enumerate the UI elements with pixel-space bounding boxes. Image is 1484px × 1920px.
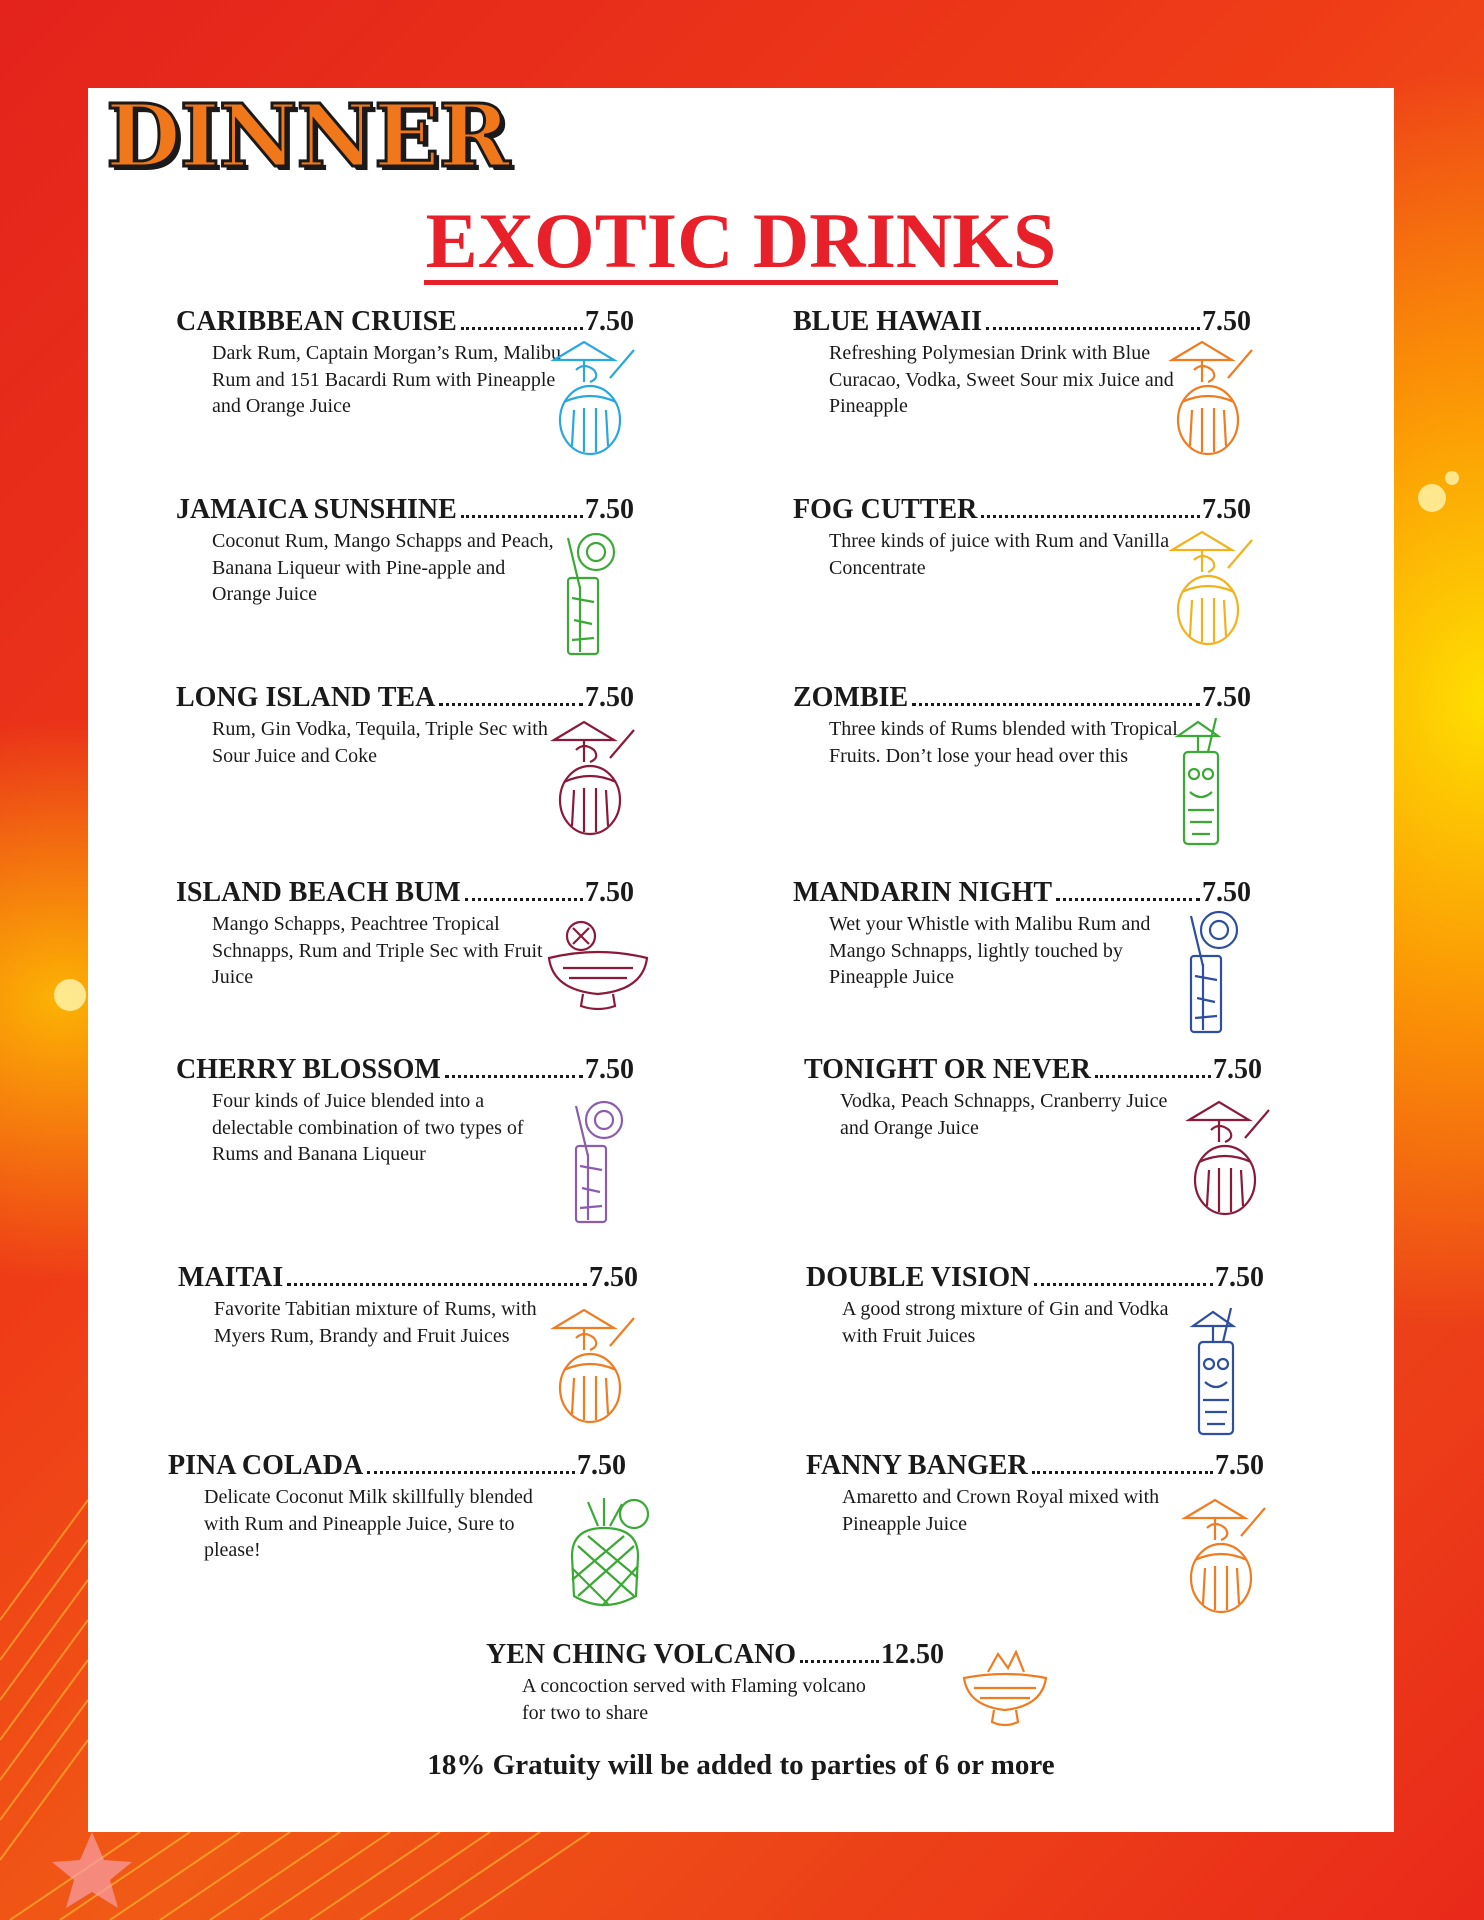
menu-item-price: 7.50 <box>1202 877 1251 908</box>
leader-dots <box>1032 1471 1213 1474</box>
tall-glass-icon <box>550 528 620 663</box>
menu-item-header <box>176 306 634 338</box>
menu-item-header <box>804 1054 1262 1086</box>
coconut-drink-icon <box>550 1306 640 1431</box>
menu-item-header <box>793 877 1251 909</box>
section-title: EXOTIC DRINKS <box>425 197 1057 284</box>
leader-dots <box>287 1283 587 1286</box>
coconut-drink-icon <box>1181 1496 1271 1621</box>
menu-item-header <box>486 1639 944 1671</box>
menu-item-price: 7.50 <box>585 306 634 337</box>
volcano-bowl-icon <box>958 1648 1053 1738</box>
leader-dots <box>1056 898 1200 901</box>
menu-item-price: 7.50 <box>585 682 634 713</box>
tiki-glass-icon <box>1168 718 1238 853</box>
menu-item-description: A concoction served with Flaming volcano for two to share <box>522 1675 866 1724</box>
menu-item-price: 7.50 <box>1213 1054 1262 1085</box>
star-decoration <box>52 1832 132 1908</box>
leader-dots <box>986 327 1200 330</box>
menu-item-description: Mango Schapps, Peachtree Tropical Schnapps, Rum and Triple Sec with Fruit Juice <box>212 913 543 988</box>
menu-item-header <box>806 1262 1264 1294</box>
coconut-drink-icon <box>1168 528 1258 653</box>
pineapple-drink-icon <box>558 1496 658 1621</box>
leader-dots <box>461 327 583 330</box>
menu-item-price: 7.50 <box>1202 494 1251 525</box>
menu-item-price: 7.50 <box>1202 682 1251 713</box>
leader-dots <box>1095 1075 1211 1078</box>
menu-item-description: Delicate Coconut Milk skillfully blended with Rum and Pineapple Juice, Sure to please! <box>204 1486 533 1561</box>
menu-item-header <box>176 877 634 909</box>
menu-item-header <box>176 682 634 714</box>
menu-item-price: 7.50 <box>585 877 634 908</box>
menu-item-name: YEN CHING VOLCANO <box>486 1639 797 1670</box>
menu-item-description: Four kinds of Juice blended into a delectable combination of two types of Rums and Banana Liqueur <box>212 1090 524 1165</box>
menu-item-header <box>176 494 634 526</box>
coconut-drink-icon <box>550 338 640 463</box>
menu-item-name: BLUE HAWAII <box>793 306 983 337</box>
menu-item-price: 7.50 <box>577 1450 626 1481</box>
menu-item-name: JAMAICA SUNSHINE <box>176 494 457 525</box>
menu-item-description: Wet your Whistle with Malibu Rum and Mango Schnapps, lightly touched by Pineapple Juice <box>829 913 1151 988</box>
menu-item-header <box>168 1450 626 1482</box>
menu-item-description: Amaretto and Crown Royal mixed with Pineapple Juice <box>842 1486 1160 1535</box>
menu-item-description: Rum, Gin Vodka, Tequila, Triple Sec with Sour Juice and Coke <box>212 718 548 767</box>
tiki-glass-icon <box>1183 1308 1253 1443</box>
menu-item-name: FANNY BANGER <box>806 1450 1028 1481</box>
menu-item-name: FOG CUTTER <box>793 494 978 525</box>
menu-item-name: CHERRY BLOSSOM <box>176 1054 441 1085</box>
coconut-drink-icon <box>1168 338 1258 463</box>
menu-item-description: Vodka, Peach Schnapps, Cranberry Juice and Orange Juice <box>840 1090 1168 1139</box>
menu-item-name: MAITAI <box>178 1262 284 1293</box>
tall-glass-icon <box>1173 906 1243 1041</box>
menu-item-description: Dark Rum, Captain Morgan’s Rum, Malibu Rum and 151 Bacardi Rum with Pineapple and Orange Juice <box>212 342 562 417</box>
bowl-drink-icon <box>543 918 653 1023</box>
menu-item-description: Favorite Tabitian mixture of Rums, with Myers Rum, Brandy and Fruit Juices <box>214 1298 537 1347</box>
gratuity-note: 18% Gratuity will be added to parties of 6 or more <box>427 1749 1055 1781</box>
leader-dots <box>800 1660 879 1663</box>
leader-dots <box>912 703 1200 706</box>
menu-card <box>88 88 1394 1832</box>
tall-glass-icon <box>558 1096 628 1231</box>
menu-item-price: 7.50 <box>585 494 634 525</box>
menu-item-price: 7.50 <box>1202 306 1251 337</box>
leader-dots <box>445 1075 583 1078</box>
menu-item-description: Coconut Rum, Mango Schapps and Peach, Banana Liqueur with Pine-apple and Orange Juice <box>212 530 554 605</box>
menu-item-name: CARIBBEAN CRUISE <box>176 306 457 337</box>
menu-item-description: Refreshing Polymesian Drink with Blue Curacao, Vodka, Sweet Sour mix Juice and Pineapple <box>829 342 1174 417</box>
menu-item-header <box>176 1054 634 1086</box>
coconut-drink-icon <box>1185 1098 1275 1223</box>
menu-item-header <box>793 494 1251 526</box>
menu-item-name: DOUBLE VISION <box>806 1262 1031 1293</box>
menu-item-name: LONG ISLAND TEA <box>176 682 436 713</box>
menu-item-price: 7.50 <box>1215 1450 1264 1481</box>
menu-item-name: MANDARIN NIGHT <box>793 877 1052 908</box>
menu-item-description: A good strong mixture of Gin and Vodka with Fruit Juices <box>842 1298 1169 1347</box>
dinner-heading: DINNER <box>106 86 510 187</box>
menu-item-name: ZOMBIE <box>793 682 909 713</box>
menu-item-name: PINA COLADA <box>168 1450 364 1481</box>
menu-item-header <box>793 306 1251 338</box>
leader-dots <box>367 1471 575 1474</box>
leader-dots <box>981 515 1200 518</box>
menu-item-price: 7.50 <box>1215 1262 1264 1293</box>
menu-item-header <box>793 682 1251 714</box>
leader-dots <box>461 515 583 518</box>
menu-item-price: 7.50 <box>585 1054 634 1085</box>
leader-dots <box>465 898 583 901</box>
menu-item-price: 7.50 <box>589 1262 638 1293</box>
menu-item-name: TONIGHT OR NEVER <box>804 1054 1091 1085</box>
menu-item-name: ISLAND BEACH BUM <box>176 877 461 908</box>
menu-item-header <box>178 1262 638 1294</box>
menu-item-description: Three kinds of juice with Rum and Vanilla Concentrate <box>829 530 1170 579</box>
menu-item-description: Three kinds of Rums blended with Tropical Fruits. Don’t lose your head over this <box>829 718 1178 767</box>
leader-dots <box>1034 1283 1213 1286</box>
coconut-drink-icon <box>550 718 640 843</box>
leader-dots <box>439 703 583 706</box>
menu-item-price: 12.50 <box>881 1639 944 1670</box>
menu-item-header <box>806 1450 1264 1482</box>
menu-item <box>486 1639 944 1726</box>
